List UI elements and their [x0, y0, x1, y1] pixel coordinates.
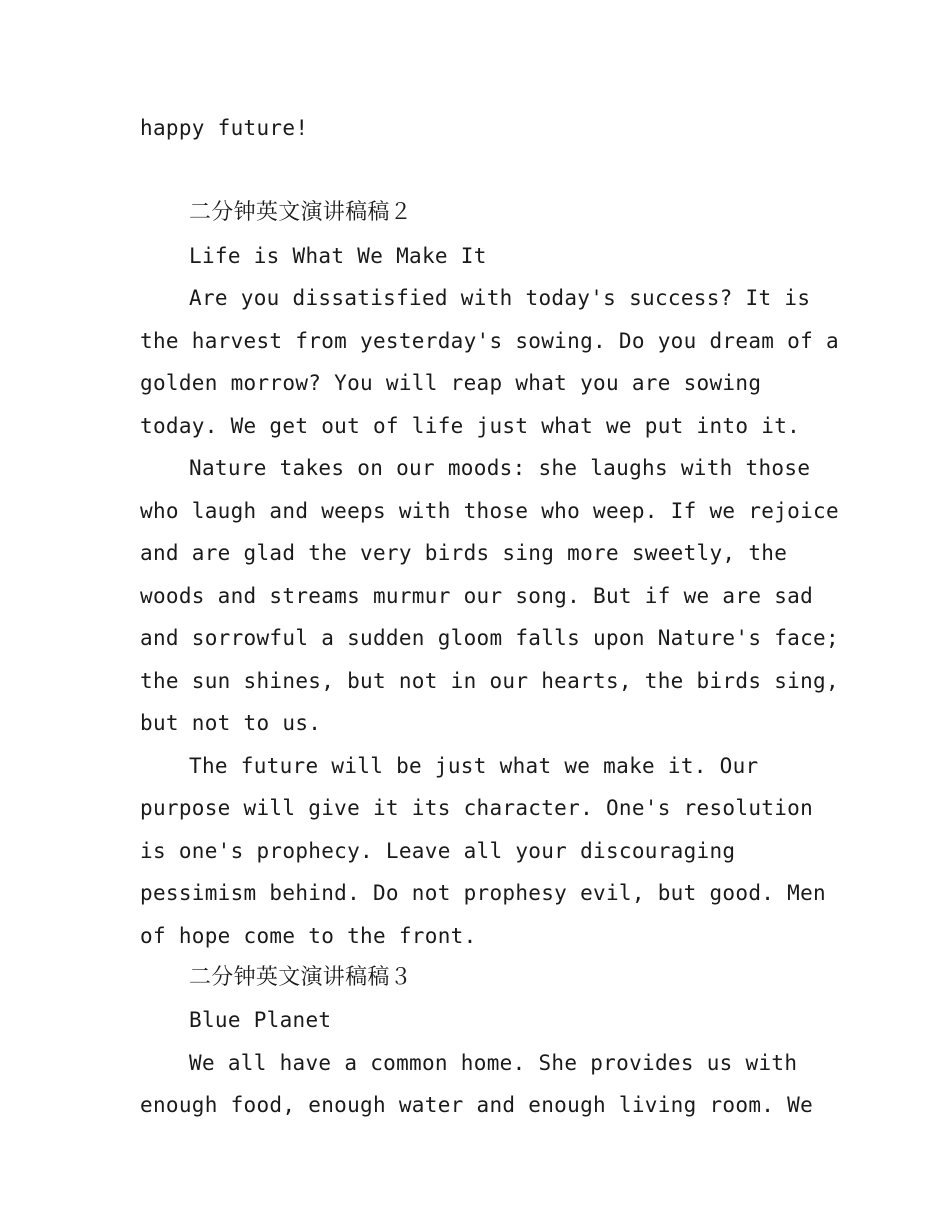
paragraph-line: golden morrow? You will reap what you are sowing — [140, 371, 762, 395]
paragraph-line: of hope come to the front. — [140, 924, 477, 948]
paragraph-line: purpose will give it its character. One's resolution — [140, 796, 814, 820]
paragraph-line: but not to us. — [140, 711, 322, 735]
paragraph-line: the sun shines, but not in our hearts, the birds sing, — [140, 669, 839, 693]
paragraph-line: woods and streams murmur our song. But if we are sad — [140, 584, 814, 608]
paragraph-line: and are glad the very birds sing more sweetly, the — [140, 541, 788, 565]
section-heading: 二分钟英文演讲稿稿３ — [189, 965, 413, 990]
paragraph-line: and sorrowful a sudden gloom falls upon Nature's face; — [140, 626, 839, 650]
speech-title: Life is What We Make It — [189, 244, 487, 268]
section-heading: 二分钟英文演讲稿稿２ — [189, 200, 413, 225]
paragraph-line: the harvest from yesterday's sowing. Do you dream of a — [140, 329, 839, 353]
paragraph-line: We all have a common home. She provides us with — [189, 1051, 798, 1075]
paragraph-line: Are you dissatisfied with today's success? It is — [189, 286, 811, 310]
paragraph-line: Nature takes on our moods: she laughs with those — [189, 456, 811, 480]
speech-title: Blue Planet — [189, 1008, 332, 1032]
paragraph-line: who laugh and weeps with those who weep. If we rejoice — [140, 499, 839, 523]
text-line: happy future! — [140, 116, 309, 140]
paragraph-line: The future will be just what we make it. Our — [189, 754, 759, 778]
paragraph-line: enough food, enough water and enough living room. We — [140, 1093, 814, 1117]
paragraph-line: today. We get out of life just what we put into it. — [140, 414, 801, 438]
paragraph-line: pessimism behind. Do not prophesy evil, but good. Men — [140, 881, 826, 905]
paragraph-line: is one's prophecy. Leave all your discouraging — [140, 839, 736, 863]
